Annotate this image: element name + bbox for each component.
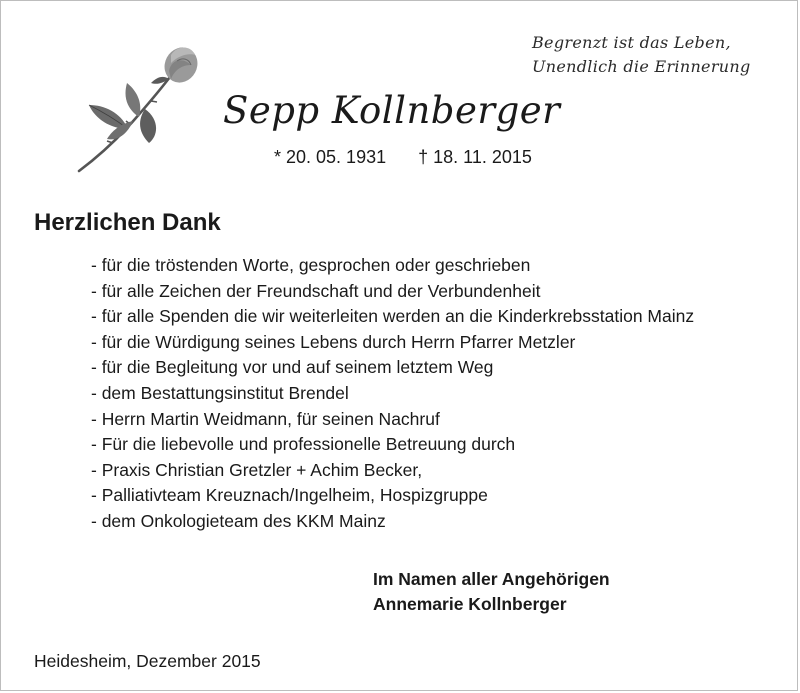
birth-date: * 20. 05. 1931 — [274, 147, 387, 167]
signature-line-1: Im Namen aller Angehörigen — [373, 569, 610, 589]
life-dates — [274, 145, 532, 169]
motto-line-2: Unendlich die Erinnerung — [532, 57, 751, 76]
list-item: - für die Würdigung seines Lebens durch Herrn Pfarrer Metzler — [91, 331, 576, 352]
list-item: - dem Bestattungsinstitut Brendel — [91, 382, 349, 403]
list-item: - für alle Spenden die wir weiterleiten werden an die Kinderkrebsstation Mainz — [91, 306, 695, 327]
thanks-heading: Herzlichen Dank — [34, 209, 221, 236]
list-item: - für die tröstenden Worte, gesprochen oder geschrieben — [91, 255, 531, 275]
deceased-name: Sepp Kollnberger — [223, 89, 561, 132]
motto-line-1: Begrenzt ist das Leben, — [532, 33, 731, 52]
signature-line-2: Annemarie Kollnberger — [373, 594, 567, 614]
death-date: † 18. 11. 2015 — [418, 147, 532, 167]
thanks-list — [91, 253, 694, 535]
list-item: - für die Begleitung vor und auf seinem letztem Weg — [91, 357, 494, 378]
motto — [532, 31, 782, 79]
list-item: - für alle Zeichen der Freundschaft und der Verbundenheit — [91, 280, 541, 301]
list-item: - dem Onkologieteam des KKM Mainz — [91, 510, 386, 531]
list-item: - Herrn Martin Weidmann, für seinen Nachruf — [91, 408, 440, 429]
list-item: - Praxis Christian Gretzler + Achim Becker, — [91, 459, 423, 480]
rose-icon — [73, 43, 203, 175]
list-item: - Palliativteam Kreuznach/Ingelheim, Hospizgruppe — [91, 485, 488, 506]
signature — [373, 567, 610, 617]
list-item: - Für die liebevolle und professionelle Betreuung durch — [91, 434, 516, 455]
place-date: Heidesheim, Dezember 2015 — [34, 651, 261, 671]
